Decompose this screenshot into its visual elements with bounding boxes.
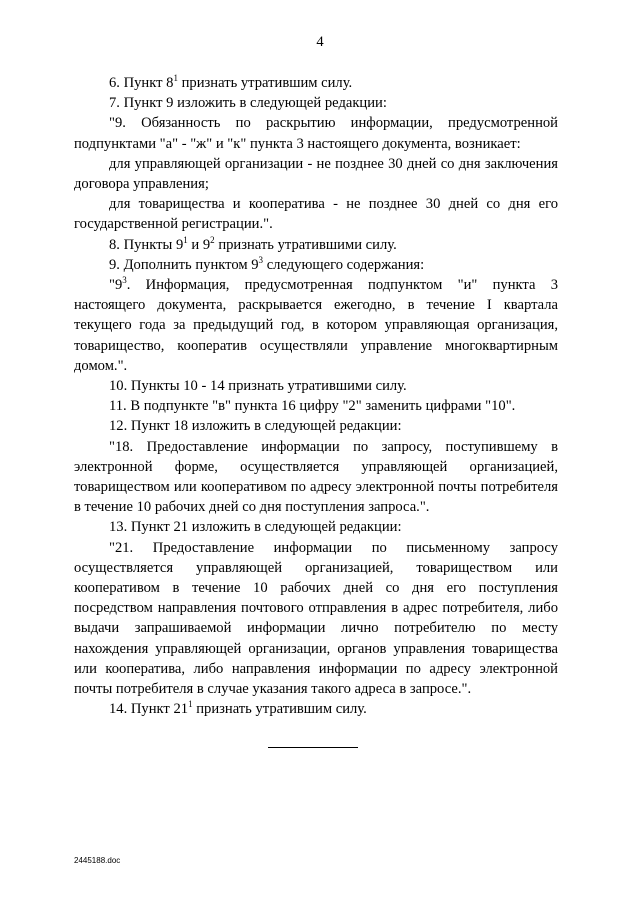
paragraph: 8. Пункты $9^1$ и $9^2$ признать утратившими силу.: [109, 234, 397, 253]
paragraph: 7. Пункт 9 изложить в следующей редакции:: [109, 95, 387, 112]
paragraph: 10. Пункты 10 - 14 признать утратившими силу.: [109, 378, 407, 395]
paragraph: 9. Дополнить пунктом $9^3$ следующего содержания:: [109, 254, 425, 273]
paragraph: 6. Пункт $8^1$ признать утратившим силу.: [109, 73, 353, 91]
paragraph: "$9^3$. Информация, предусмотренная подпунктом "и" пункта 3 настоящего документа, раскрывается ежегодно, в течение I квартала текущего года за предыдущий год, в котором управляющая организация, товарищество, кооператив осуществляли управление многоквартирным домом.".: [74, 275, 558, 374]
paragraph: 13. Пункт 21 изложить в следующей редакции:: [109, 519, 402, 536]
paragraph: для товарищества и кооператива - не позднее 30 дней со дня его государственной регистрации.".: [74, 196, 558, 233]
page-number: 4: [316, 34, 324, 50]
paragraph: "21. Предоставление информации по письменному запросу осуществляется управляющей организацией, товариществом или кооперативом в течение 10 рабочих дней со дня его поступления посредством направления почтового отправления в адрес потребителя, либо выдачи запрашиваемой информации лично потребителю по месту нахождения управляющей организации, органов управления товарищества или кооператива, либо направления информации по адресу электронной почты потребителя в случае указания такого адреса в запросе.".: [74, 539, 558, 698]
paragraph: 11. В подпункте "в" пункта 16 цифру "2" заменить цифрами "10".: [109, 398, 516, 415]
paragraph: 14. Пункт $21^1$ признать утратившим силу.: [109, 699, 367, 718]
paragraph: "18. Предоставление информации по запросу, поступившему в электронной форме, осуществляется управляющей организацией, товариществом или кооперативом по адресу электронной почты потребителя в течение 10 рабочих дней со дня поступления запроса.".: [74, 438, 558, 516]
paragraph: 12. Пункт 18 изложить в следующей редакции:: [109, 418, 402, 435]
document-body: [74, 73, 558, 720]
footer-file-code: 2445188.doc: [74, 856, 121, 865]
paragraph: "9. Обязанность по раскрытию информации, предусмотренной подпунктами "а" - "ж" и "к" пункта 3 настоящего документа, возникает:: [74, 115, 558, 152]
end-rule: [268, 747, 358, 748]
paragraph: для управляющей организации - не позднее 30 дней со дня заключения договора управления;: [74, 155, 558, 193]
